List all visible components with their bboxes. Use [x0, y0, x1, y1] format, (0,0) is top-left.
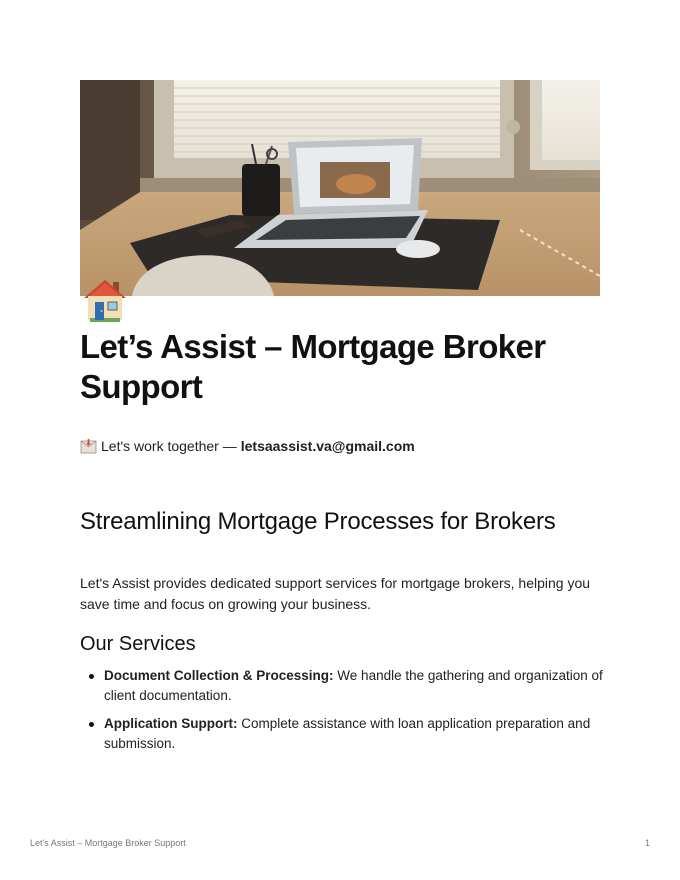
envelope-icon — [80, 438, 97, 454]
list-item — [80, 666, 605, 706]
bullet-icon — [89, 722, 94, 727]
section-heading: Streamlining Mortgage Processes for Brokers — [80, 508, 556, 535]
bullet-icon — [89, 674, 94, 679]
page-title: Let’s Assist – Mortgage Broker Support — [80, 328, 546, 405]
contact-text: Let's work together — — [101, 438, 237, 454]
house-icon — [80, 276, 130, 324]
service-term: Application Support: — [104, 716, 238, 731]
page-number: 1 — [644, 838, 650, 848]
service-description: We handle the gathering and organization of client documentation. — [104, 668, 603, 703]
service-term: Document Collection & Processing: — [104, 668, 334, 683]
services-heading: Our Services — [80, 633, 196, 655]
footer-title: Let's Assist – Mortgage Broker Support — [30, 838, 186, 848]
list-item — [80, 714, 605, 754]
section-body: Let's Assist provides dedicated support services for mortgage brokers, helping you save time and focus on growing your business. — [80, 575, 591, 612]
contact-line — [80, 436, 415, 456]
services-list — [80, 666, 605, 762]
cover-image — [80, 80, 600, 296]
email-link[interactable]: letsaassist.va@gmail.com — [240, 438, 415, 454]
service-description: Complete assistance with loan application preparation and submission. — [104, 716, 591, 751]
